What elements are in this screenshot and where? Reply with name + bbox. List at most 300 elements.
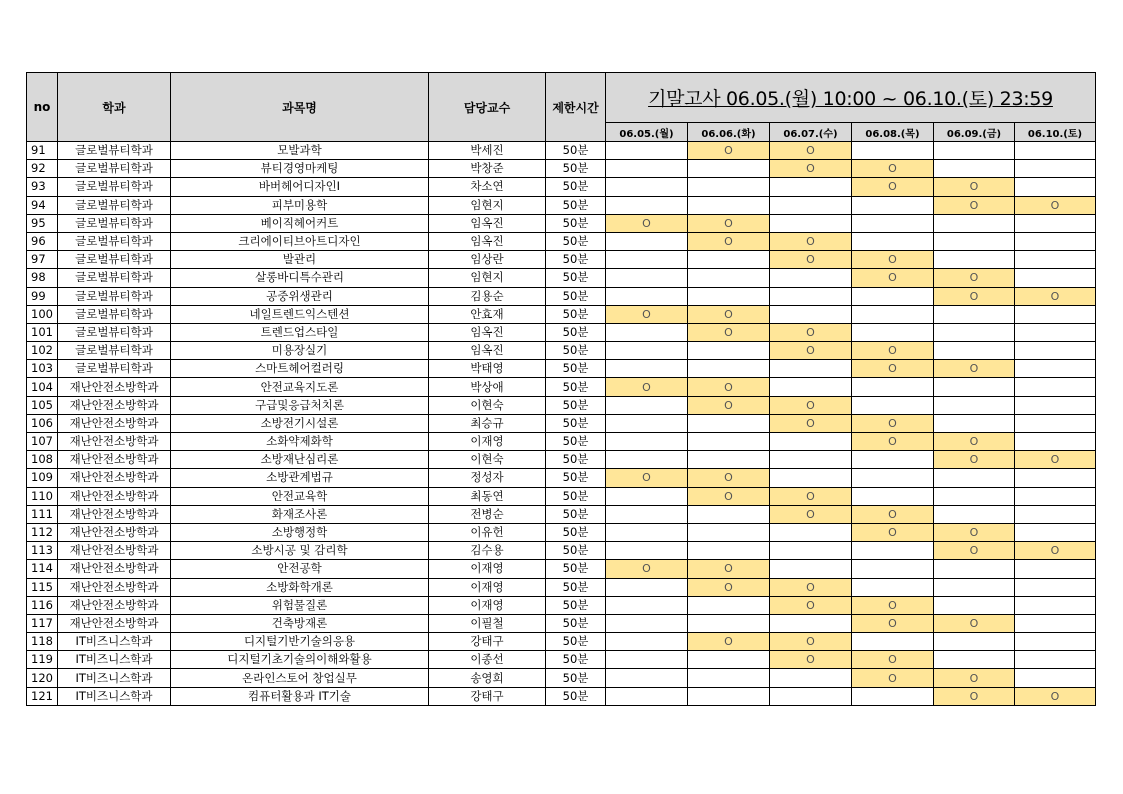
time-limit-cell: 50분 bbox=[546, 687, 606, 705]
course-cell: 모발과학 bbox=[171, 142, 429, 160]
exam-day-cell bbox=[606, 633, 688, 651]
exam-day-cell: O bbox=[852, 505, 934, 523]
exam-day-cell: O bbox=[770, 633, 852, 651]
row-number: 113 bbox=[27, 542, 58, 560]
exam-day-cell: O bbox=[688, 578, 770, 596]
exam-day-cell bbox=[1015, 651, 1096, 669]
time-limit-cell: 50분 bbox=[546, 523, 606, 541]
exam-day-cell: O bbox=[770, 414, 852, 432]
row-number: 114 bbox=[27, 560, 58, 578]
exam-day-cell bbox=[1015, 596, 1096, 614]
professor-cell: 박태영 bbox=[429, 360, 546, 378]
department-cell: 재난안전소방학과 bbox=[58, 487, 171, 505]
exam-day-cell bbox=[606, 160, 688, 178]
department-cell: 글로벌뷰티학과 bbox=[58, 196, 171, 214]
exam-day-cell: O bbox=[770, 232, 852, 250]
department-cell: IT비즈니스학과 bbox=[58, 669, 171, 687]
exam-day-cell: O bbox=[1015, 451, 1096, 469]
exam-day-cell: O bbox=[934, 433, 1015, 451]
time-limit-cell: 50분 bbox=[546, 578, 606, 596]
exam-day-cell: O bbox=[934, 542, 1015, 560]
exam-day-cell: O bbox=[688, 469, 770, 487]
exam-day-cell: O bbox=[770, 342, 852, 360]
row-number: 93 bbox=[27, 178, 58, 196]
table-row bbox=[27, 214, 1096, 232]
header-no: no bbox=[27, 73, 58, 142]
course-cell: 소방재난심리론 bbox=[171, 451, 429, 469]
table-row bbox=[27, 178, 1096, 196]
header-day: 06.05.(월) bbox=[606, 123, 688, 142]
exam-day-cell: O bbox=[770, 578, 852, 596]
time-limit-cell: 50분 bbox=[546, 342, 606, 360]
exam-day-cell bbox=[1015, 232, 1096, 250]
exam-day-cell: O bbox=[770, 323, 852, 341]
exam-day-cell: O bbox=[852, 269, 934, 287]
time-limit-cell: 50분 bbox=[546, 396, 606, 414]
course-cell: 미용장실기 bbox=[171, 342, 429, 360]
professor-cell: 임현지 bbox=[429, 196, 546, 214]
exam-day-cell bbox=[606, 505, 688, 523]
exam-day-cell bbox=[770, 451, 852, 469]
professor-cell: 임현지 bbox=[429, 269, 546, 287]
course-cell: 베이직헤어커트 bbox=[171, 214, 429, 232]
exam-day-cell: O bbox=[852, 614, 934, 632]
department-cell: 글로벌뷰티학과 bbox=[58, 342, 171, 360]
exam-day-cell: O bbox=[770, 142, 852, 160]
table-row bbox=[27, 687, 1096, 705]
course-cell: 크리에이티브아트디자인 bbox=[171, 232, 429, 250]
row-number: 101 bbox=[27, 323, 58, 341]
exam-day-cell bbox=[606, 142, 688, 160]
department-cell: 재난안전소방학과 bbox=[58, 505, 171, 523]
exam-day-cell bbox=[934, 560, 1015, 578]
exam-day-cell bbox=[770, 214, 852, 232]
time-limit-cell: 50분 bbox=[546, 269, 606, 287]
exam-day-cell bbox=[606, 578, 688, 596]
exam-day-cell bbox=[770, 178, 852, 196]
time-limit-cell: 50분 bbox=[546, 433, 606, 451]
time-limit-cell: 50분 bbox=[546, 669, 606, 687]
professor-cell: 전병순 bbox=[429, 505, 546, 523]
department-cell: 글로벌뷰티학과 bbox=[58, 305, 171, 323]
exam-day-cell bbox=[1015, 305, 1096, 323]
department-cell: 재난안전소방학과 bbox=[58, 523, 171, 541]
exam-day-cell: O bbox=[934, 178, 1015, 196]
department-cell: 글로벌뷰티학과 bbox=[58, 142, 171, 160]
department-cell: 재난안전소방학과 bbox=[58, 414, 171, 432]
course-cell: 네일트렌드익스텐션 bbox=[171, 305, 429, 323]
table-row bbox=[27, 505, 1096, 523]
exam-day-cell: O bbox=[770, 651, 852, 669]
exam-day-cell: O bbox=[770, 396, 852, 414]
professor-cell: 김수용 bbox=[429, 542, 546, 560]
professor-cell: 차소연 bbox=[429, 178, 546, 196]
exam-day-cell: O bbox=[852, 651, 934, 669]
exam-day-cell bbox=[770, 614, 852, 632]
table-row bbox=[27, 378, 1096, 396]
table-row bbox=[27, 487, 1096, 505]
professor-cell: 강태구 bbox=[429, 687, 546, 705]
time-limit-cell: 50분 bbox=[546, 178, 606, 196]
exam-day-cell bbox=[934, 651, 1015, 669]
table-row bbox=[27, 396, 1096, 414]
professor-cell: 이재영 bbox=[429, 578, 546, 596]
exam-day-cell bbox=[770, 669, 852, 687]
course-cell: 발관리 bbox=[171, 251, 429, 269]
exam-day-cell bbox=[934, 596, 1015, 614]
exam-day-cell bbox=[1015, 160, 1096, 178]
header-department: 학과 bbox=[58, 73, 171, 142]
professor-cell: 정성자 bbox=[429, 469, 546, 487]
exam-day-cell: O bbox=[1015, 287, 1096, 305]
course-cell: 피부미용학 bbox=[171, 196, 429, 214]
exam-day-cell bbox=[934, 160, 1015, 178]
exam-day-cell bbox=[1015, 178, 1096, 196]
exam-day-cell bbox=[688, 342, 770, 360]
row-number: 99 bbox=[27, 287, 58, 305]
row-number: 112 bbox=[27, 523, 58, 541]
exam-day-cell bbox=[688, 451, 770, 469]
row-number: 109 bbox=[27, 469, 58, 487]
exam-day-cell: O bbox=[688, 633, 770, 651]
exam-day-cell bbox=[606, 251, 688, 269]
table-body bbox=[27, 142, 1096, 706]
exam-day-cell bbox=[606, 323, 688, 341]
professor-cell: 이유헌 bbox=[429, 523, 546, 541]
exam-day-cell: O bbox=[852, 160, 934, 178]
exam-day-cell bbox=[770, 433, 852, 451]
table-row bbox=[27, 323, 1096, 341]
professor-cell: 임옥진 bbox=[429, 342, 546, 360]
table-row bbox=[27, 523, 1096, 541]
exam-day-cell bbox=[1015, 251, 1096, 269]
exam-day-cell: O bbox=[1015, 542, 1096, 560]
row-number: 102 bbox=[27, 342, 58, 360]
row-number: 103 bbox=[27, 360, 58, 378]
row-number: 119 bbox=[27, 651, 58, 669]
exam-day-cell bbox=[688, 269, 770, 287]
time-limit-cell: 50분 bbox=[546, 451, 606, 469]
exam-day-cell bbox=[934, 142, 1015, 160]
exam-day-cell: O bbox=[688, 378, 770, 396]
table-row bbox=[27, 469, 1096, 487]
exam-day-cell bbox=[852, 560, 934, 578]
exam-day-cell bbox=[606, 596, 688, 614]
exam-day-cell: O bbox=[934, 269, 1015, 287]
exam-day-cell bbox=[606, 687, 688, 705]
exam-day-cell: O bbox=[770, 487, 852, 505]
exam-day-cell bbox=[852, 633, 934, 651]
table-row bbox=[27, 196, 1096, 214]
exam-day-cell bbox=[1015, 523, 1096, 541]
exam-day-cell bbox=[606, 542, 688, 560]
professor-cell: 이현숙 bbox=[429, 396, 546, 414]
exam-day-cell: O bbox=[688, 142, 770, 160]
exam-day-cell: O bbox=[852, 433, 934, 451]
department-cell: 재난안전소방학과 bbox=[58, 560, 171, 578]
row-number: 121 bbox=[27, 687, 58, 705]
exam-day-cell bbox=[1015, 396, 1096, 414]
time-limit-cell: 50분 bbox=[546, 232, 606, 250]
row-number: 91 bbox=[27, 142, 58, 160]
exam-day-cell: O bbox=[606, 378, 688, 396]
exam-day-cell bbox=[688, 614, 770, 632]
professor-cell: 이재영 bbox=[429, 560, 546, 578]
exam-day-cell bbox=[688, 360, 770, 378]
exam-day-cell bbox=[688, 287, 770, 305]
department-cell: 재난안전소방학과 bbox=[58, 451, 171, 469]
exam-day-cell bbox=[606, 487, 688, 505]
exam-day-cell: O bbox=[770, 160, 852, 178]
exam-day-cell bbox=[688, 651, 770, 669]
exam-day-cell bbox=[770, 523, 852, 541]
table-row bbox=[27, 305, 1096, 323]
department-cell: 글로벌뷰티학과 bbox=[58, 214, 171, 232]
time-limit-cell: 50분 bbox=[546, 542, 606, 560]
row-number: 96 bbox=[27, 232, 58, 250]
row-number: 108 bbox=[27, 451, 58, 469]
time-limit-cell: 50분 bbox=[546, 487, 606, 505]
exam-day-cell: O bbox=[688, 323, 770, 341]
department-cell: 글로벌뷰티학과 bbox=[58, 287, 171, 305]
department-cell: 재난안전소방학과 bbox=[58, 614, 171, 632]
row-number: 94 bbox=[27, 196, 58, 214]
exam-day-cell bbox=[1015, 469, 1096, 487]
exam-day-cell bbox=[688, 505, 770, 523]
row-number: 118 bbox=[27, 633, 58, 651]
course-cell: 위험물질론 bbox=[171, 596, 429, 614]
exam-day-cell bbox=[934, 214, 1015, 232]
exam-day-cell bbox=[852, 196, 934, 214]
exam-day-cell: O bbox=[852, 414, 934, 432]
header-course: 과목명 bbox=[171, 73, 429, 142]
department-cell: 글로벌뷰티학과 bbox=[58, 323, 171, 341]
header-day: 06.09.(금) bbox=[934, 123, 1015, 142]
professor-cell: 이재영 bbox=[429, 596, 546, 614]
exam-day-cell bbox=[1015, 142, 1096, 160]
department-cell: 재난안전소방학과 bbox=[58, 433, 171, 451]
row-number: 116 bbox=[27, 596, 58, 614]
exam-day-cell: O bbox=[934, 360, 1015, 378]
exam-day-cell bbox=[688, 160, 770, 178]
exam-day-cell bbox=[852, 287, 934, 305]
header-day: 06.10.(토) bbox=[1015, 123, 1096, 142]
professor-cell: 강태구 bbox=[429, 633, 546, 651]
time-limit-cell: 50분 bbox=[546, 251, 606, 269]
exam-day-cell bbox=[770, 542, 852, 560]
exam-day-cell: O bbox=[852, 523, 934, 541]
exam-day-cell bbox=[852, 305, 934, 323]
exam-day-cell bbox=[606, 433, 688, 451]
row-number: 92 bbox=[27, 160, 58, 178]
exam-day-cell bbox=[1015, 669, 1096, 687]
course-cell: 안전교육지도론 bbox=[171, 378, 429, 396]
table-row bbox=[27, 360, 1096, 378]
exam-day-cell bbox=[852, 451, 934, 469]
course-cell: 뷰티경영마케팅 bbox=[171, 160, 429, 178]
exam-day-cell bbox=[606, 451, 688, 469]
professor-cell: 임옥진 bbox=[429, 232, 546, 250]
department-cell: 글로벌뷰티학과 bbox=[58, 269, 171, 287]
time-limit-cell: 50분 bbox=[546, 469, 606, 487]
time-limit-cell: 50분 bbox=[546, 360, 606, 378]
table-row bbox=[27, 542, 1096, 560]
row-number: 106 bbox=[27, 414, 58, 432]
table-row bbox=[27, 669, 1096, 687]
exam-day-cell bbox=[934, 414, 1015, 432]
exam-day-cell bbox=[852, 214, 934, 232]
professor-cell: 박상애 bbox=[429, 378, 546, 396]
course-cell: 안전교육학 bbox=[171, 487, 429, 505]
department-cell: 재난안전소방학과 bbox=[58, 596, 171, 614]
exam-day-cell bbox=[934, 505, 1015, 523]
course-cell: 살롱바디특수관리 bbox=[171, 269, 429, 287]
course-cell: 온라인스토어 창업실무 bbox=[171, 669, 429, 687]
header-time-limit: 제한시간 bbox=[546, 73, 606, 142]
course-cell: 소방행정학 bbox=[171, 523, 429, 541]
table-row bbox=[27, 142, 1096, 160]
row-number: 104 bbox=[27, 378, 58, 396]
exam-day-cell bbox=[934, 323, 1015, 341]
exam-day-cell bbox=[1015, 360, 1096, 378]
exam-day-cell: O bbox=[934, 687, 1015, 705]
exam-day-cell bbox=[770, 560, 852, 578]
exam-day-cell bbox=[1015, 560, 1096, 578]
exam-period-title: 기말고사 06.05.(월) 10:00 ~ 06.10.(토) 23:59 bbox=[606, 73, 1096, 123]
exam-day-cell bbox=[852, 469, 934, 487]
exam-day-cell bbox=[934, 342, 1015, 360]
professor-cell: 박세진 bbox=[429, 142, 546, 160]
exam-day-cell bbox=[770, 269, 852, 287]
exam-day-cell bbox=[934, 487, 1015, 505]
exam-day-cell bbox=[934, 396, 1015, 414]
exam-day-cell bbox=[688, 196, 770, 214]
time-limit-cell: 50분 bbox=[546, 414, 606, 432]
header-day: 06.08.(목) bbox=[852, 123, 934, 142]
header-day: 06.06.(화) bbox=[688, 123, 770, 142]
course-cell: 건축방재론 bbox=[171, 614, 429, 632]
time-limit-cell: 50분 bbox=[546, 560, 606, 578]
exam-day-cell bbox=[852, 578, 934, 596]
header-day: 06.07.(수) bbox=[770, 123, 852, 142]
exam-day-cell bbox=[688, 414, 770, 432]
course-cell: 화재조사론 bbox=[171, 505, 429, 523]
professor-cell: 이필철 bbox=[429, 614, 546, 632]
department-cell: IT비즈니스학과 bbox=[58, 633, 171, 651]
exam-day-cell bbox=[606, 269, 688, 287]
course-cell: 소방전기시설론 bbox=[171, 414, 429, 432]
exam-day-cell bbox=[688, 687, 770, 705]
exam-day-cell: O bbox=[934, 196, 1015, 214]
professor-cell: 최승규 bbox=[429, 414, 546, 432]
professor-cell: 임상란 bbox=[429, 251, 546, 269]
row-number: 107 bbox=[27, 433, 58, 451]
table-row bbox=[27, 414, 1096, 432]
table-row bbox=[27, 451, 1096, 469]
time-limit-cell: 50분 bbox=[546, 633, 606, 651]
table-row bbox=[27, 342, 1096, 360]
exam-day-cell bbox=[688, 596, 770, 614]
exam-day-cell: O bbox=[852, 360, 934, 378]
table-row bbox=[27, 433, 1096, 451]
exam-day-cell: O bbox=[934, 614, 1015, 632]
exam-day-cell: O bbox=[852, 596, 934, 614]
exam-day-cell: O bbox=[934, 523, 1015, 541]
exam-day-cell bbox=[770, 687, 852, 705]
course-cell: 스마트헤어컬러링 bbox=[171, 360, 429, 378]
exam-day-cell bbox=[934, 469, 1015, 487]
exam-day-cell bbox=[606, 614, 688, 632]
exam-day-cell bbox=[770, 378, 852, 396]
department-cell: IT비즈니스학과 bbox=[58, 687, 171, 705]
exam-day-cell bbox=[852, 687, 934, 705]
department-cell: 글로벌뷰티학과 bbox=[58, 178, 171, 196]
row-number: 98 bbox=[27, 269, 58, 287]
course-cell: 트렌드업스타일 bbox=[171, 323, 429, 341]
exam-day-cell bbox=[688, 178, 770, 196]
exam-day-cell bbox=[1015, 323, 1096, 341]
time-limit-cell: 50분 bbox=[546, 651, 606, 669]
exam-day-cell: O bbox=[688, 396, 770, 414]
exam-day-cell bbox=[852, 378, 934, 396]
exam-day-cell bbox=[852, 487, 934, 505]
course-cell: 컴퓨터활용과 IT기술 bbox=[171, 687, 429, 705]
exam-day-cell bbox=[852, 542, 934, 560]
exam-day-cell bbox=[852, 396, 934, 414]
course-cell: 디지털기초기술의이해와활용 bbox=[171, 651, 429, 669]
exam-day-cell bbox=[1015, 487, 1096, 505]
course-cell: 소방시공 및 감리학 bbox=[171, 542, 429, 560]
exam-day-cell: O bbox=[934, 451, 1015, 469]
exam-day-cell bbox=[688, 433, 770, 451]
exam-day-cell bbox=[852, 323, 934, 341]
professor-cell: 송영희 bbox=[429, 669, 546, 687]
time-limit-cell: 50분 bbox=[546, 142, 606, 160]
department-cell: 재난안전소방학과 bbox=[58, 542, 171, 560]
table-row bbox=[27, 251, 1096, 269]
time-limit-cell: 50분 bbox=[546, 614, 606, 632]
exam-day-cell bbox=[1015, 505, 1096, 523]
exam-day-cell bbox=[606, 232, 688, 250]
row-number: 115 bbox=[27, 578, 58, 596]
time-limit-cell: 50분 bbox=[546, 214, 606, 232]
exam-day-cell: O bbox=[606, 469, 688, 487]
exam-day-cell: O bbox=[1015, 687, 1096, 705]
exam-day-cell bbox=[1015, 214, 1096, 232]
table-row bbox=[27, 614, 1096, 632]
row-number: 111 bbox=[27, 505, 58, 523]
row-number: 97 bbox=[27, 251, 58, 269]
row-number: 117 bbox=[27, 614, 58, 632]
exam-day-cell bbox=[1015, 414, 1096, 432]
exam-day-cell bbox=[934, 232, 1015, 250]
professor-cell: 이종선 bbox=[429, 651, 546, 669]
exam-day-cell: O bbox=[606, 305, 688, 323]
exam-day-cell bbox=[606, 196, 688, 214]
exam-day-cell: O bbox=[934, 669, 1015, 687]
exam-day-cell bbox=[770, 305, 852, 323]
exam-day-cell: O bbox=[688, 305, 770, 323]
professor-cell: 김용순 bbox=[429, 287, 546, 305]
professor-cell: 박창준 bbox=[429, 160, 546, 178]
exam-day-cell: O bbox=[688, 214, 770, 232]
professor-cell: 이현숙 bbox=[429, 451, 546, 469]
exam-day-cell: O bbox=[852, 342, 934, 360]
department-cell: 재난안전소방학과 bbox=[58, 469, 171, 487]
table-row bbox=[27, 578, 1096, 596]
table-row bbox=[27, 232, 1096, 250]
exam-day-cell bbox=[770, 469, 852, 487]
